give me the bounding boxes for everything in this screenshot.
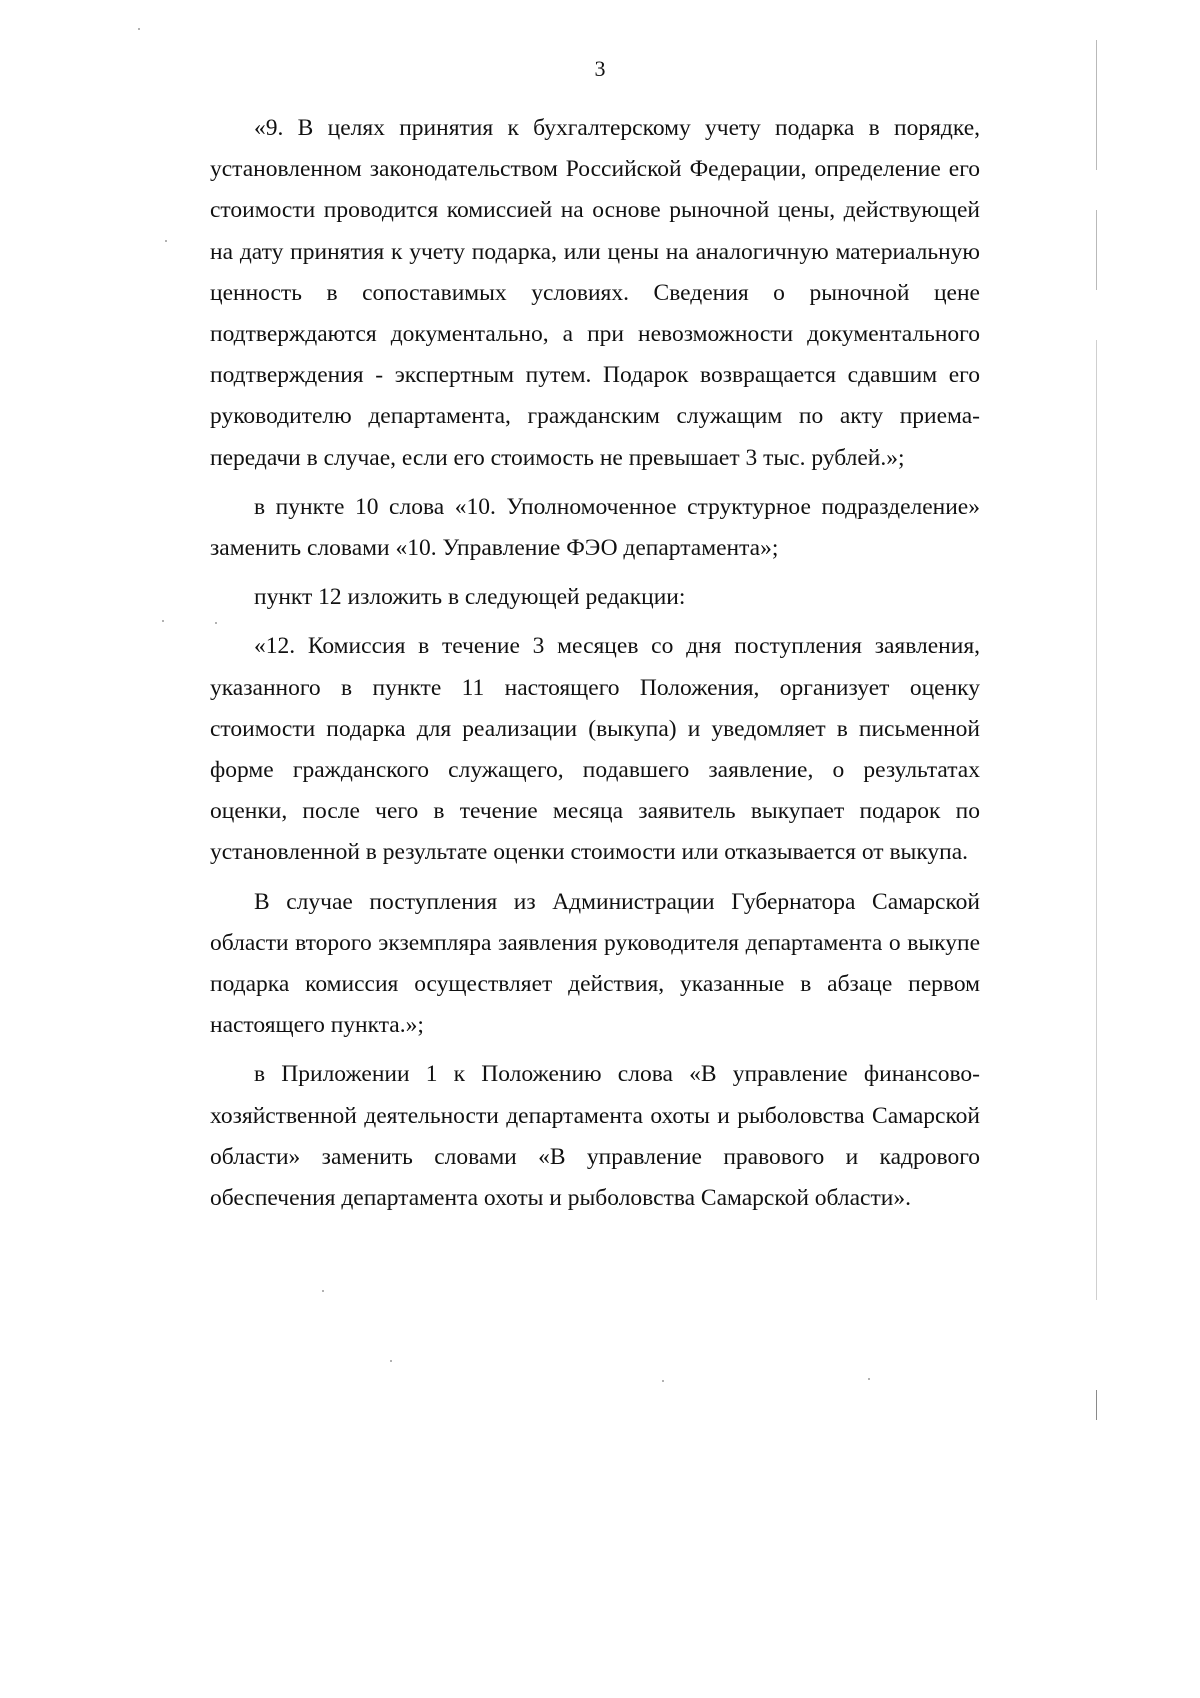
paragraph-item-10-amendment: в пункте 10 слова «10. Уполномоченное структурное подразделение» заменить словами «10. Управление ФЭО департамента»; <box>210 493 980 562</box>
paragraph-item-12-second: В случае поступления из Администрации Губернатора Самарской области второго экземпляра заявления руководителя департамента о выкупе подарка комиссия осуществляет действия, указанные в абзаце первом настоящего пункта.»; <box>210 888 980 1039</box>
scan-speck <box>868 1378 870 1380</box>
scan-speck <box>215 622 217 624</box>
scan-speck <box>165 240 167 242</box>
scan-speck <box>662 1380 664 1382</box>
scan-margin-line <box>1096 1390 1097 1420</box>
scan-speck <box>390 1360 392 1362</box>
scan-speck <box>138 28 140 30</box>
paragraph-appendix-1-amendment: в Приложении 1 к Положению слова «В управление финансово-хозяйственной деятельности департамента охоты и рыболовства Самарской области» заменить словами «В управление правового и кадрового обеспечения департамента охоты и рыболовства Самарской области». <box>210 1061 980 1212</box>
paragraph-item-9: «9. В целях принятия к бухгалтерскому учету подарка в порядке, установленном законодательством Российской Федерации, определение его стоимости проводится комиссией на основе рыночной цены, действующей на дату принятия к учету подарка, или цены на аналогичную материальную ценность в сопоставимых условиях. Сведения о рыночной цене подтверждаются документально, а при невозможности документального подтверждения - экспертным путем. Подарок возвращается сдавшим его руководителю департамента, гражданским служащим по акту приема-передачи в случае, если его стоимость не превышает 3 тыс. рублей.»; <box>210 115 980 471</box>
paragraph-item-12: «12. Комиссия в течение 3 месяцев со дня поступления заявления, указанного в пункте 11 настоящего Положения, организует оценку стоимости подарка для реализации (выкупа) и уведомляет в письменной форме гражданского служащего, подавшего заявление, о результатах оценки, после чего в течение месяца заявитель выкупает подарок по установленной в результате оценки стоимости или отказывается от выкупа. <box>210 633 980 866</box>
scan-speck <box>162 620 164 622</box>
scan-margin-line <box>1096 210 1097 290</box>
paragraph-item-12-intro: пункт 12 изложить в следующей редакции: <box>254 584 686 611</box>
page-number: 3 <box>594 56 606 81</box>
document-body <box>210 108 980 1219</box>
scan-margin-line <box>1096 40 1097 170</box>
scan-margin-line <box>1096 340 1097 1300</box>
scan-speck <box>322 1290 324 1292</box>
